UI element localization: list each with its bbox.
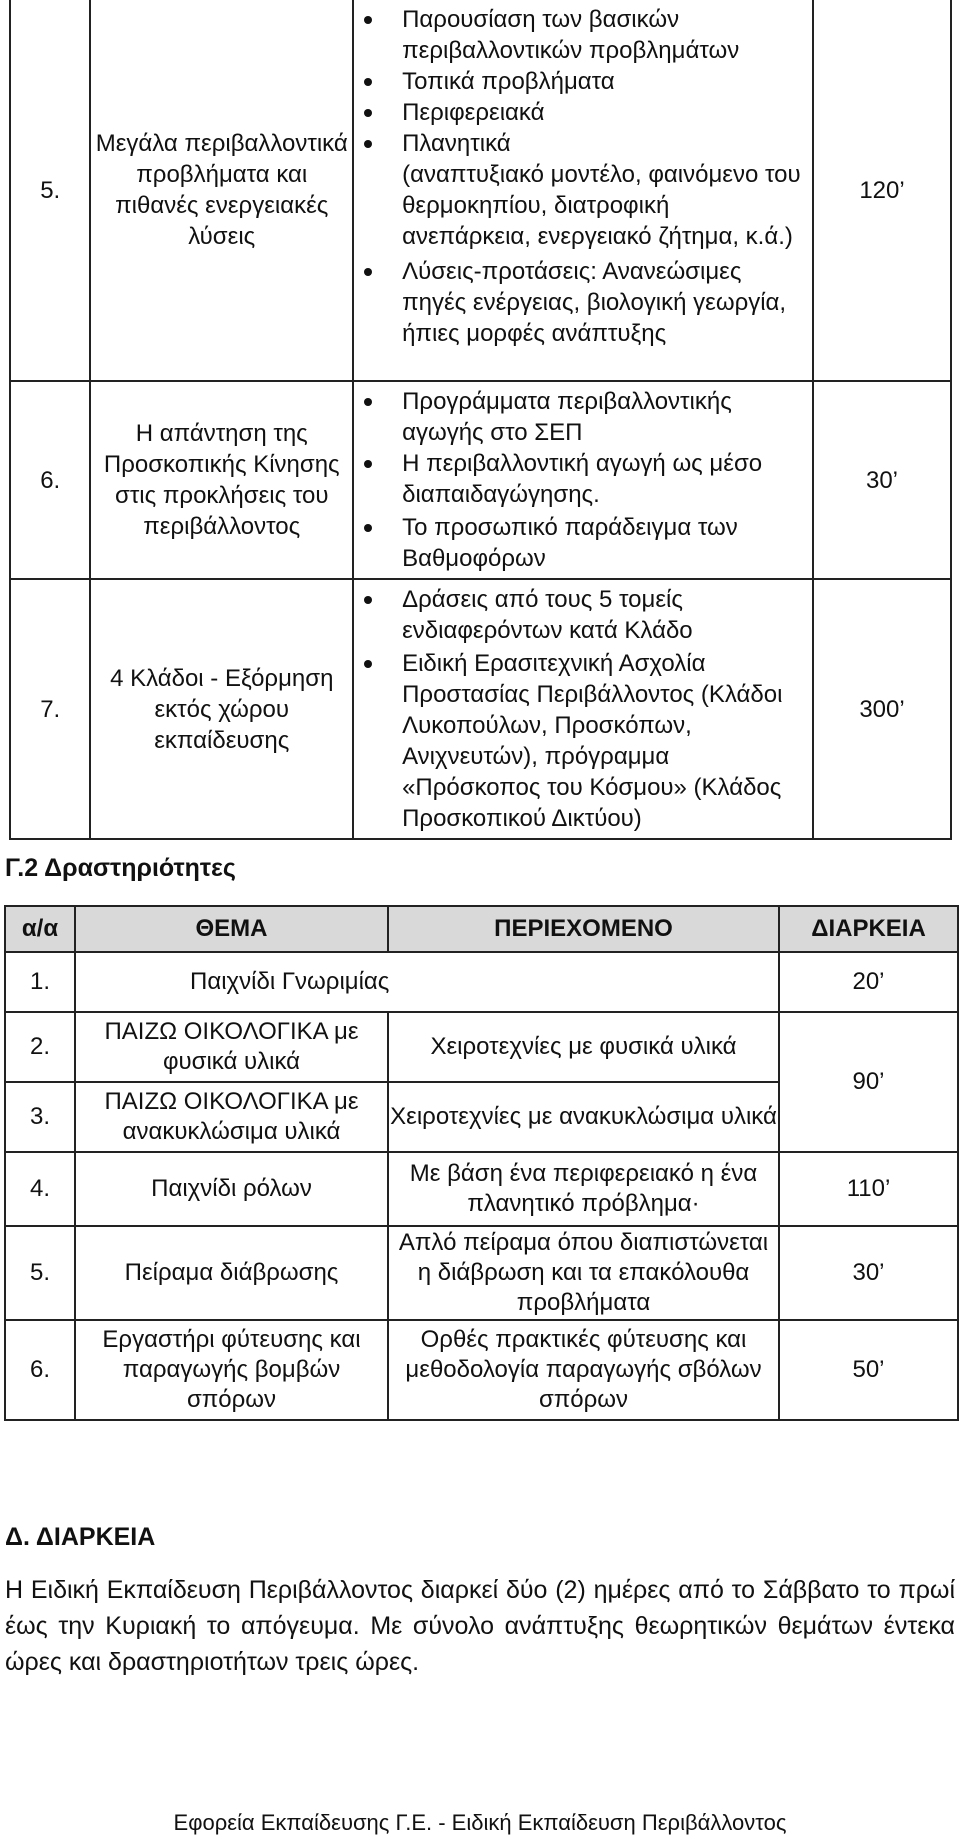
table-row — [10, 579, 951, 839]
list-item: Λύσεις-προτάσεις: Ανανεώσιμες πηγές ενέργειας, βιολογική γεωργία, ήπιες μορφές ανάπτυξης — [362, 256, 804, 349]
table-row — [5, 1320, 958, 1420]
table-row — [10, 0, 951, 381]
row-duration: 50’ — [779, 1320, 958, 1420]
section-heading: Δ. ΔΙΑΡΚΕΙΑ — [5, 1523, 156, 1551]
row-number: 4. — [5, 1152, 75, 1226]
activities-table — [4, 905, 959, 1421]
row-content: Απλό πείραμα όπου διαπιστώνεται η διάβρωση και τα επακόλουθα προβλήματα — [388, 1226, 779, 1320]
table-row — [10, 381, 951, 579]
module-number: 5. — [10, 0, 90, 381]
column-header: α/α — [5, 906, 75, 952]
table-row — [5, 1152, 958, 1226]
column-header: ΠΕΡΙΕΧΟΜΕΝΟ — [388, 906, 779, 952]
list-item: Τοπικά προβλήματα — [362, 66, 804, 97]
list-item: Πλανητικά — [362, 128, 804, 159]
table-row — [5, 952, 958, 1012]
section-heading: Γ.2 Δραστηριότητες — [5, 854, 236, 882]
list-item: Παρουσίαση των βασικών περιβαλλοντικών προβλημάτων — [362, 4, 804, 66]
module-title: Μεγάλα περιβαλλοντικά προβλήματα και πιθανές ενεργειακές λύσεις — [90, 0, 353, 381]
module-duration: 300’ — [813, 579, 951, 839]
module-title: 4 Κλάδοι - Εξόρμηση εκτός χώρου εκπαίδευσης — [90, 579, 353, 839]
row-theme: Παιχνίδι ρόλων — [75, 1152, 388, 1226]
row-content: Χειροτεχνίες με ανακυκλώσιμα υλικά — [388, 1082, 779, 1152]
row-duration: 20’ — [779, 952, 958, 1012]
module-number: 7. — [10, 579, 90, 839]
row-theme: Εργαστήρι φύτευσης και παραγωγής βομβών σπόρων — [75, 1320, 388, 1420]
module-content — [353, 381, 813, 579]
list-item: Προγράμματα περιβαλλοντικής αγωγής στο ΣΕΠ — [362, 386, 804, 448]
list-item: Περιφερειακά — [362, 97, 804, 128]
table-row — [5, 1226, 958, 1320]
row-duration: 110’ — [779, 1152, 958, 1226]
module-content — [353, 579, 813, 839]
module-content — [353, 0, 813, 381]
row-theme: ΠΑΙΖΩ ΟΙΚΟΛΟΓΙΚΑ με ανακυκλώσιμα υλικά — [75, 1082, 388, 1152]
curriculum-table — [9, 0, 952, 840]
row-number: 6. — [5, 1320, 75, 1420]
row-number: 1. — [5, 952, 75, 1012]
row-number: 3. — [5, 1082, 75, 1152]
list-item: Ειδική Ερασιτεχνική Ασχολία Προστασίας Περιβάλλοντος (Κλάδοι Λυκοπούλων, Προσκόπων, Ανιχνευτών), πρόγραμμα «Πρόσκοπος του Κόσμου» (Κλάδος Προσκοπικού Δικτύου) — [362, 648, 804, 834]
row-content: Χειροτεχνίες με φυσικά υλικά — [388, 1012, 779, 1082]
row-content: Ορθές πρακτικές φύτευσης και μεθοδολογία παραγωγής σβόλων σπόρων — [388, 1320, 779, 1420]
column-header: ΔΙΑΡΚΕΙΑ — [779, 906, 958, 952]
row-theme: Παιχνίδι Γνωριμίας — [75, 952, 779, 1012]
row-duration: 90’ — [779, 1012, 958, 1152]
row-number: 2. — [5, 1012, 75, 1082]
row-theme: Πείραμα διάβρωσης — [75, 1226, 388, 1320]
row-duration: 30’ — [779, 1226, 958, 1320]
module-duration: 30’ — [813, 381, 951, 579]
module-duration: 120’ — [813, 0, 951, 381]
list-item: Η περιβαλλοντική αγωγή ως μέσο διαπαιδαγώγησης. — [362, 448, 804, 510]
column-header: ΘΕΜΑ — [75, 906, 388, 952]
row-content: Με βάση ένα περιφερειακό η ένα πλανητικό πρόβλημα· — [388, 1152, 779, 1226]
module-title: Η απάντηση της Προσκοπικής Κίνησης στις προκλήσεις του περιβάλλοντος — [90, 381, 353, 579]
row-number: 5. — [5, 1226, 75, 1320]
page-footer: Εφορεία Εκπαίδευσης Γ.Ε. - Ειδική Εκπαίδευση Περιβάλλοντος — [173, 1810, 787, 1835]
table-row — [5, 1012, 958, 1082]
body-paragraph: Η Ειδική Εκπαίδευση Περιβάλλοντος διαρκεί δύο (2) ημέρες από το Σάββατο το πρωί έως την Κυριακή το απόγευμα. Με σύνολο ανάπτυξης θεωρητικών θεμάτων έντεκα ώρες και δραστηριοτήτων τρεις ώρες. — [5, 1576, 955, 1676]
module-number: 6. — [10, 381, 90, 579]
list-item: Το προσωπικό παράδειγμα των Βαθμοφόρων — [362, 512, 804, 574]
table-header-row — [5, 906, 958, 952]
list-item-continuation: (αναπτυξιακό μοντέλο, φαινόμενο του θερμοκηπίου, διατροφική ανεπάρκεια, ενεργειακό ζήτημα, κ.ά.) — [402, 161, 801, 250]
list-item: Δράσεις από τους 5 τομείς ενδιαφερόντων κατά Κλάδο — [362, 584, 804, 646]
row-theme: ΠΑΙΖΩ ΟΙΚΟΛΟΓΙΚΑ με φυσικά υλικά — [75, 1012, 388, 1082]
